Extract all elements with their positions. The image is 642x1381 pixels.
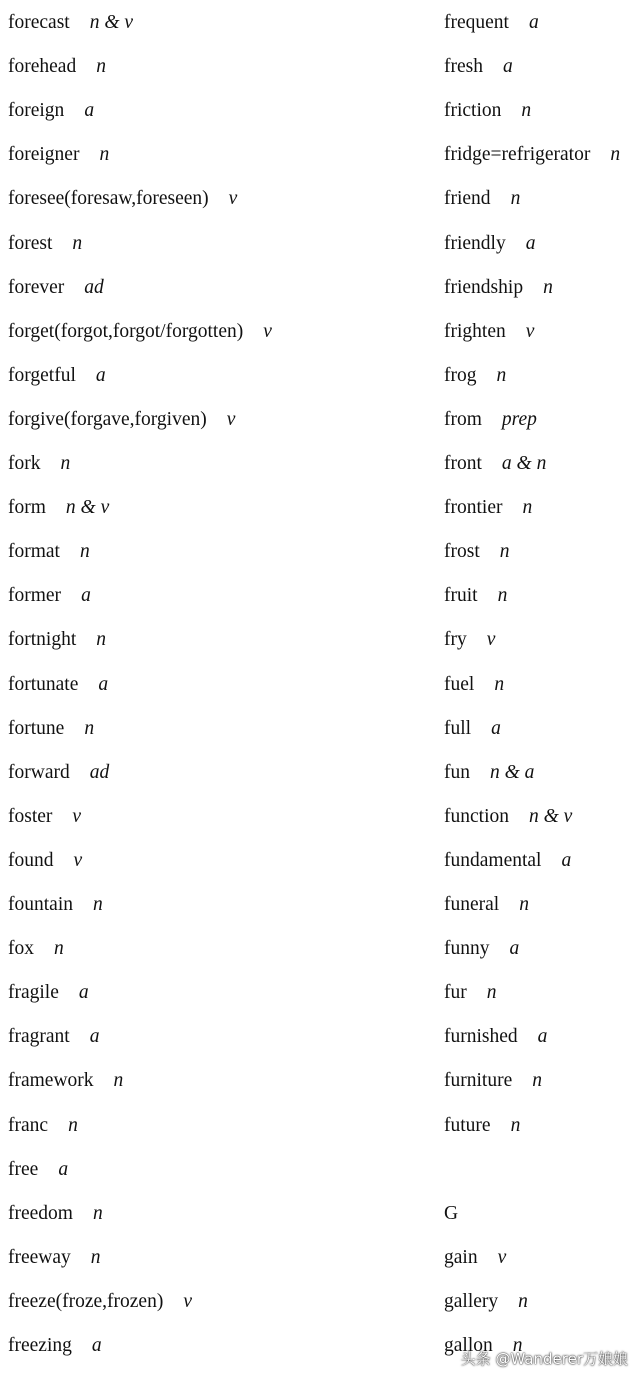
entry-part-of-speech: prep [501,408,537,430]
word-entry [8,276,104,300]
word-entry [8,584,91,608]
word-entry [444,1114,520,1138]
entry-part-of-speech: n [84,717,95,739]
word-entry [8,452,70,476]
entry-word: furniture [444,1070,513,1092]
word-entry [444,55,513,79]
entry-word: forgive(forgave,forgiven) [8,408,207,430]
entry-word: forget(forgot,forgot/forgotten) [8,320,244,342]
word-entry [444,717,501,741]
entry-word: fuel [444,673,475,695]
word-entry [8,232,82,256]
word-entry [444,99,531,123]
entry-part-of-speech: n [96,56,106,78]
word-entry [8,1158,68,1182]
entry-word: fortunate [8,673,79,695]
entry-word: fragile [8,982,59,1004]
entry-word: fortnight [8,629,77,651]
entry-word: future [444,1114,491,1136]
word-entry [444,320,534,344]
word-entry [8,1290,192,1314]
word-entry [444,452,546,476]
entry-part-of-speech: a & n [501,453,547,474]
entry-word: frighten [444,320,506,342]
entry-word: friendship [444,276,524,298]
word-entry [8,805,81,829]
word-entry [8,55,106,79]
entry-part-of-speech: a [89,1026,100,1048]
entry-word: found [8,849,54,871]
entry-word: fountain [8,894,73,915]
word-entry [8,937,64,961]
entry-word: fragrant [8,1026,70,1048]
word-entry [444,1025,547,1049]
word-entry [8,1025,99,1049]
entry-part-of-speech: a [58,1158,69,1180]
entry-word: from [444,408,482,430]
entry-part-of-speech: n [512,1335,523,1356]
entry-part-of-speech: n [92,1202,103,1224]
entry-part-of-speech: n [494,673,505,695]
entry-part-of-speech: n [68,1114,78,1136]
entry-part-of-speech: a [509,938,520,960]
entry-word: funeral [444,894,500,915]
entry-part-of-speech: n [72,232,83,254]
word-entry [8,187,237,211]
word-entry [8,408,235,432]
entry-part-of-speech: a [91,1335,102,1356]
entry-part-of-speech: n [92,894,103,915]
entry-part-of-speech: v [228,188,238,210]
entry-word: gallery [444,1290,499,1312]
word-entry [444,11,539,35]
word-entry [444,584,507,608]
entry-part-of-speech: v [226,408,236,430]
entry-part-of-speech: n & v [89,12,134,33]
entry-part-of-speech: n [518,1290,528,1312]
entry-word: fun [444,761,470,783]
word-entry [444,628,495,652]
word-entry [444,187,520,211]
entry-word: form [8,497,46,519]
entry-part-of-speech: n [90,1246,101,1268]
entry-word: friendly [444,232,506,254]
entry-word: front [444,453,482,474]
entry-part-of-speech: n [499,541,510,563]
entry-part-of-speech: n [521,100,532,122]
word-entry [444,805,572,829]
word-entry [8,1114,78,1138]
entry-word: format [8,541,60,563]
word-entry [8,11,133,35]
word-entry [444,1069,542,1093]
entry-word: frequent [444,12,509,33]
entry-word: fork [8,453,41,474]
entry-word: former [8,585,62,607]
word-entry [8,496,109,520]
entry-word: forward [8,761,70,783]
entry-part-of-speech: n [519,894,529,915]
word-entry [444,276,553,300]
entry-word: function [444,805,509,827]
entry-part-of-speech: a [525,232,536,254]
entry-part-of-speech: n & a [490,761,535,783]
word-entry [8,99,94,123]
entry-part-of-speech: n [522,497,533,519]
entry-part-of-speech: n [510,1114,521,1136]
entry-word: forgetful [8,364,76,386]
entry-part-of-speech: v [73,849,83,871]
word-entry [444,937,519,961]
entry-word: frog [444,364,477,386]
entry-part-of-speech: n [99,144,110,166]
entry-word: foreigner [8,144,80,166]
entry-part-of-speech: n [54,938,64,960]
word-entry [444,673,504,697]
entry-word: fortune [8,717,65,739]
word-entry [444,232,535,256]
entry-part-of-speech: n [497,585,508,607]
word-entry [8,1069,123,1093]
entry-word: friction [444,100,502,122]
word-entry [8,540,90,564]
entry-part-of-speech: v [486,629,496,651]
word-entry [8,143,109,167]
entry-part-of-speech: v [263,320,272,342]
entry-part-of-speech: a [95,364,106,386]
entry-word: forecast [8,12,70,33]
entry-part-of-speech: n [543,276,553,298]
entry-word: friend [444,188,491,210]
word-entry [444,408,537,432]
entry-part-of-speech: v [183,1290,192,1312]
word-entry [444,893,529,917]
entry-part-of-speech: n [79,541,90,563]
word-entry [444,981,497,1005]
entry-word: foreign [8,100,65,122]
section-heading-g: G [444,1202,459,1224]
entry-part-of-speech: v [497,1246,507,1268]
entry-part-of-speech: a [502,56,513,78]
entry-part-of-speech: v [525,320,535,342]
entry-word: forest [8,232,53,254]
entry-word: foster [8,805,53,827]
entry-word: foresee(foresaw,foreseen) [8,188,209,210]
word-entry [8,717,94,741]
entry-word: framework [8,1070,94,1092]
entry-word: fruit [444,585,478,607]
entry-part-of-speech: a [84,100,95,122]
entry-word: fox [8,938,34,960]
entry-word: fridge=refrigerator [444,144,591,166]
entry-part-of-speech: n & v [528,805,573,827]
entry-word: freeway [8,1246,71,1268]
entry-word: frontier [444,497,503,519]
entry-part-of-speech: n & v [65,497,110,519]
entry-word: fundamental [444,849,542,871]
entry-part-of-speech: a [81,585,91,607]
word-entry [444,143,620,167]
entry-word: freeze(froze,frozen) [8,1290,164,1312]
entry-part-of-speech: a [98,673,109,695]
watermark: 头条 @Wanderer万娘娘 [460,1350,628,1368]
entry-word: funny [444,938,490,960]
entry-word: gallon [444,1335,493,1356]
entry-word: fur [444,982,467,1004]
entry-part-of-speech: a [528,12,539,33]
entry-part-of-speech: n [510,188,521,210]
word-entry [444,849,571,873]
entry-word: freezing [8,1335,72,1356]
word-entry [8,893,103,917]
word-entry [8,849,82,873]
entry-word: freedom [8,1202,73,1224]
word-entry [8,628,106,652]
word-entry [444,496,532,520]
word-entry [8,1246,101,1270]
entry-part-of-speech: ad [84,276,104,298]
entry-part-of-speech: n [496,364,507,386]
entry-part-of-speech: n [113,1070,124,1092]
entry-word: frost [444,541,480,563]
word-entry [444,761,534,785]
entry-word: franc [8,1114,49,1136]
entry-word: furnished [444,1026,518,1048]
entry-part-of-speech: n [610,144,621,166]
entry-word: fry [444,629,467,651]
word-entry [444,1246,506,1270]
entry-word: forever [8,276,65,298]
word-entry [444,364,506,388]
entry-part-of-speech: n [532,1070,542,1092]
entry-part-of-speech: a [491,717,501,739]
entry-word: full [444,717,472,739]
word-entry [8,1334,102,1358]
entry-part-of-speech: v [72,805,82,827]
word-entry [8,761,109,785]
entry-part-of-speech: a [78,982,89,1004]
entry-part-of-speech: ad [89,761,110,783]
entry-word: free [8,1158,39,1180]
entry-word: fresh [444,56,483,78]
entry-part-of-speech: n [60,453,71,474]
entry-word: gain [444,1246,478,1268]
word-entry [8,1202,103,1226]
entry-part-of-speech: n [96,629,106,651]
entry-word: forehead [8,56,77,78]
word-entry [8,981,89,1005]
word-entry [444,540,510,564]
entry-part-of-speech: a [537,1026,548,1048]
word-entry [8,673,108,697]
entry-part-of-speech: n [486,982,497,1004]
word-entry [444,1290,528,1314]
word-entry [8,364,106,388]
entry-part-of-speech: a [561,849,572,871]
word-entry [8,320,272,344]
